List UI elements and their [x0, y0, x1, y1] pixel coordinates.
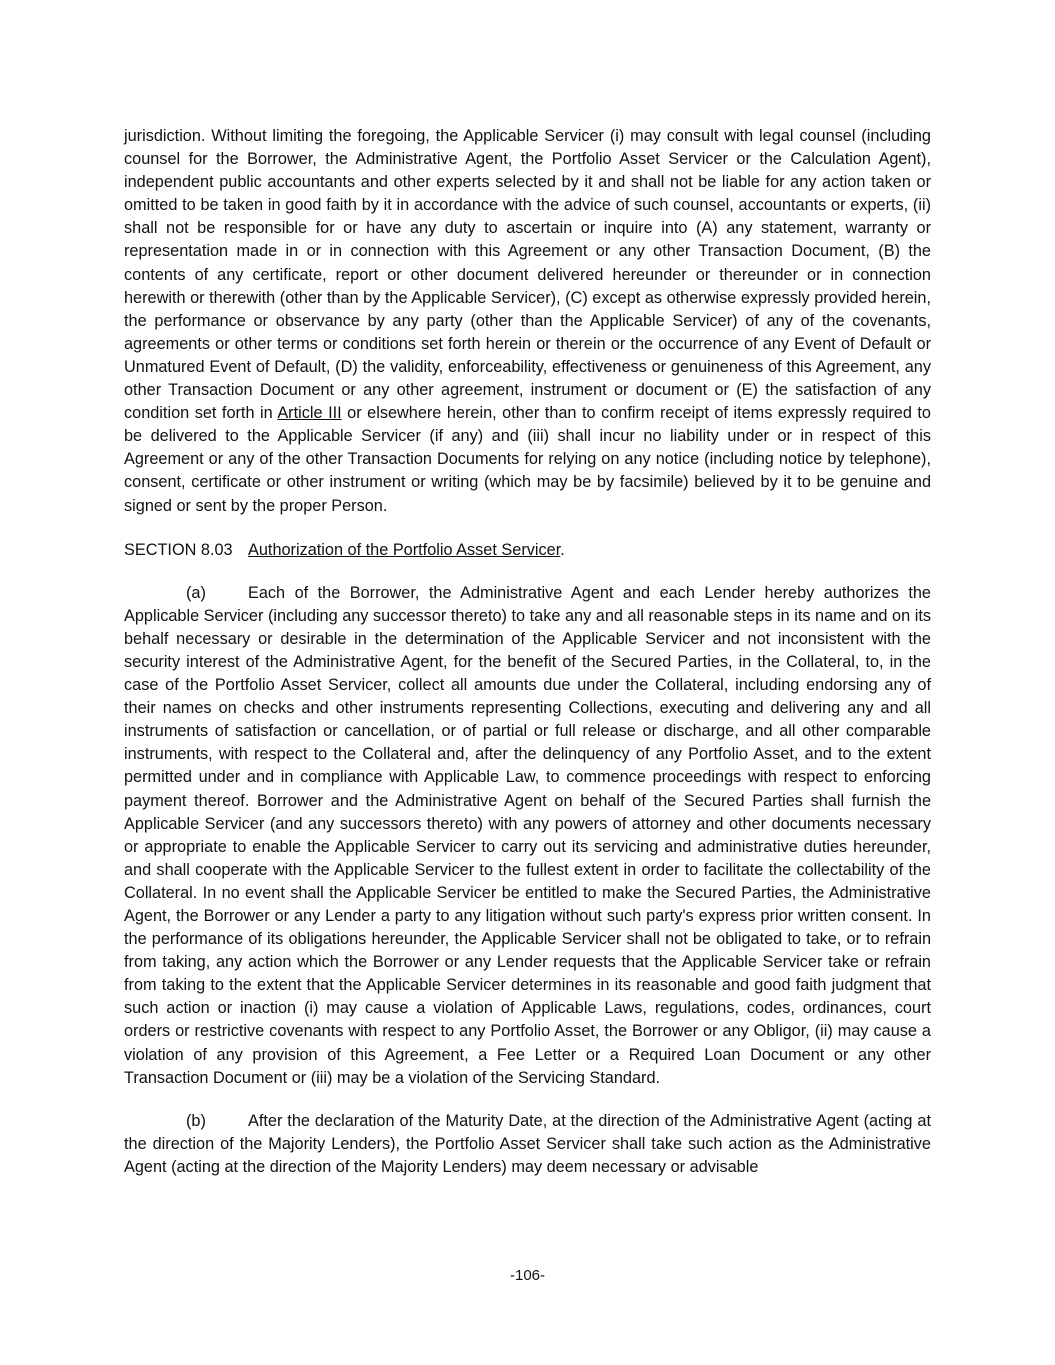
paragraph-1-text-a: jurisdiction. Without limiting the foregoing, the Applicable Servicer (i) may consult with legal counsel (including counsel for the Borrower, the Administrative Agent, the Portfolio Asset Servicer or the Calculation Agent), independent public accountants and other experts selected by it and shall not be liable for any action taken or omitted to be taken in good faith by it in accordance with the advice of such counsel, accountants or experts, (ii) shall not be responsible for or have any duty to ascertain or inquire into (A) any statement, warranty or representation made in or in connection with this Agreement or any other Transaction Document, (B) the contents of any certificate, report or other document delivered hereunder or thereunder or in connection herewith or therewith (other than by the Applicable Servicer), (C) except as otherwise expressly provided herein, the performance or observance by any party (other than the Applicable Servicer) of any of the covenants, agreements or other terms or conditions set forth herein or therein or the occurrence of any Event of Default or Unmatured Event of Default, (D) the validity, enforceability, effectiveness or genuineness of this Agreement, any other Transaction Document or any other agreement, instrument or document or (E) the satisfaction of any condition set forth in: [124, 127, 931, 423]
document-page: [124, 125, 931, 1179]
paragraph-b-text: After the declaration of the Maturity Date, at the direction of the Administrative Agent (acting at the direction of the Majority Lenders), the Portfolio Asset Servicer shall take such action as the Administrative Agent (acting at the direction of the Majority Lenders) may deem necessary or advisable: [124, 1111, 931, 1176]
article-iii-reference[interactable]: Article III: [277, 404, 342, 423]
paragraph-b: [124, 1110, 931, 1179]
paragraph-1-text-b: or elsewhere herein, other than to confirm receipt of items expressly required to be delivered to the Applicable Servicer (if any) and (iii) shall incur no liability under or in respect of this Agreement or any of the other Transaction Documents for relying on any notice (including notice by telephone), consent, certificate or other instrument or writing (which may be by facsimile) believed by it to be genuine and signed or sent by the proper Person.: [124, 404, 931, 515]
paragraph-a-label: (a): [186, 583, 206, 602]
page-number: -106-: [509, 1267, 546, 1284]
section-title: Authorization of the Portfolio Asset Servicer: [248, 540, 561, 559]
section-number: SECTION 8.03: [124, 540, 233, 559]
section-title-period: .: [560, 540, 565, 559]
paragraph-a-text: Each of the Borrower, the Administrative Agent and each Lender hereby authorizes the Applicable Servicer (including any successor thereto) to take any and all reasonable steps in its name and on its behalf necessary or desirable in the determination of the Applicable Servicer and not inconsistent with the security interest of the Administrative Agent, for the benefit of the Secured Parties, in the Collateral, to, in the case of the Portfolio Asset Servicer, collect all amounts due under the Collateral, including endorsing any of their names on checks and other instruments representing Collections, executing and delivering any and all instruments of satisfaction or cancellation, or of partial or full release or discharge, and all other comparable instruments, with respect to the Collateral and, after the delinquency of any Portfolio Asset, and to the extent permitted under and in compliance with Applicable Law, to commence proceedings with respect to enforcing payment thereof. Borrower and the Administrative Agent on behalf of the Secured Parties shall furnish the Applicable Servicer (and any successors thereto) with any powers of attorney and other documents necessary or appropriate to enable the Applicable Servicer to carry out its servicing and administrative duties hereunder, and shall cooperate with the Applicable Servicer to the fullest extent in order to facilitate the collectability of the Collateral. In no event shall the Applicable Servicer be entitled to make the Secured Parties, the Administrative Agent, the Borrower or any Lender a party to any litigation without such party's express prior written consent. In the performance of its obligations hereunder, the Applicable Servicer shall not be obligated to take, or to refrain from taking, any action which the Borrower or any Lender requests that the Applicable Servicer take or refrain from taking to the extent that the Applicable Servicer determines in its reasonable and good faith judgment that such action or inaction (i) may cause a violation of Applicable Laws, regulations, codes, ordinances, court orders or restrictive covenants with respect to any Portfolio Asset, the Borrower or any Obligor, (ii) may cause a violation of any provision of this Agreement, a Fee Letter or a Required Loan Document or any other Transaction Document or (iii) may be a violation of the Servicing Standard.: [124, 583, 931, 1087]
paragraph-b-label: (b): [186, 1111, 206, 1130]
section-heading: [124, 539, 931, 562]
paragraph-a: [124, 582, 931, 1090]
paragraph-continuation: [124, 125, 931, 518]
